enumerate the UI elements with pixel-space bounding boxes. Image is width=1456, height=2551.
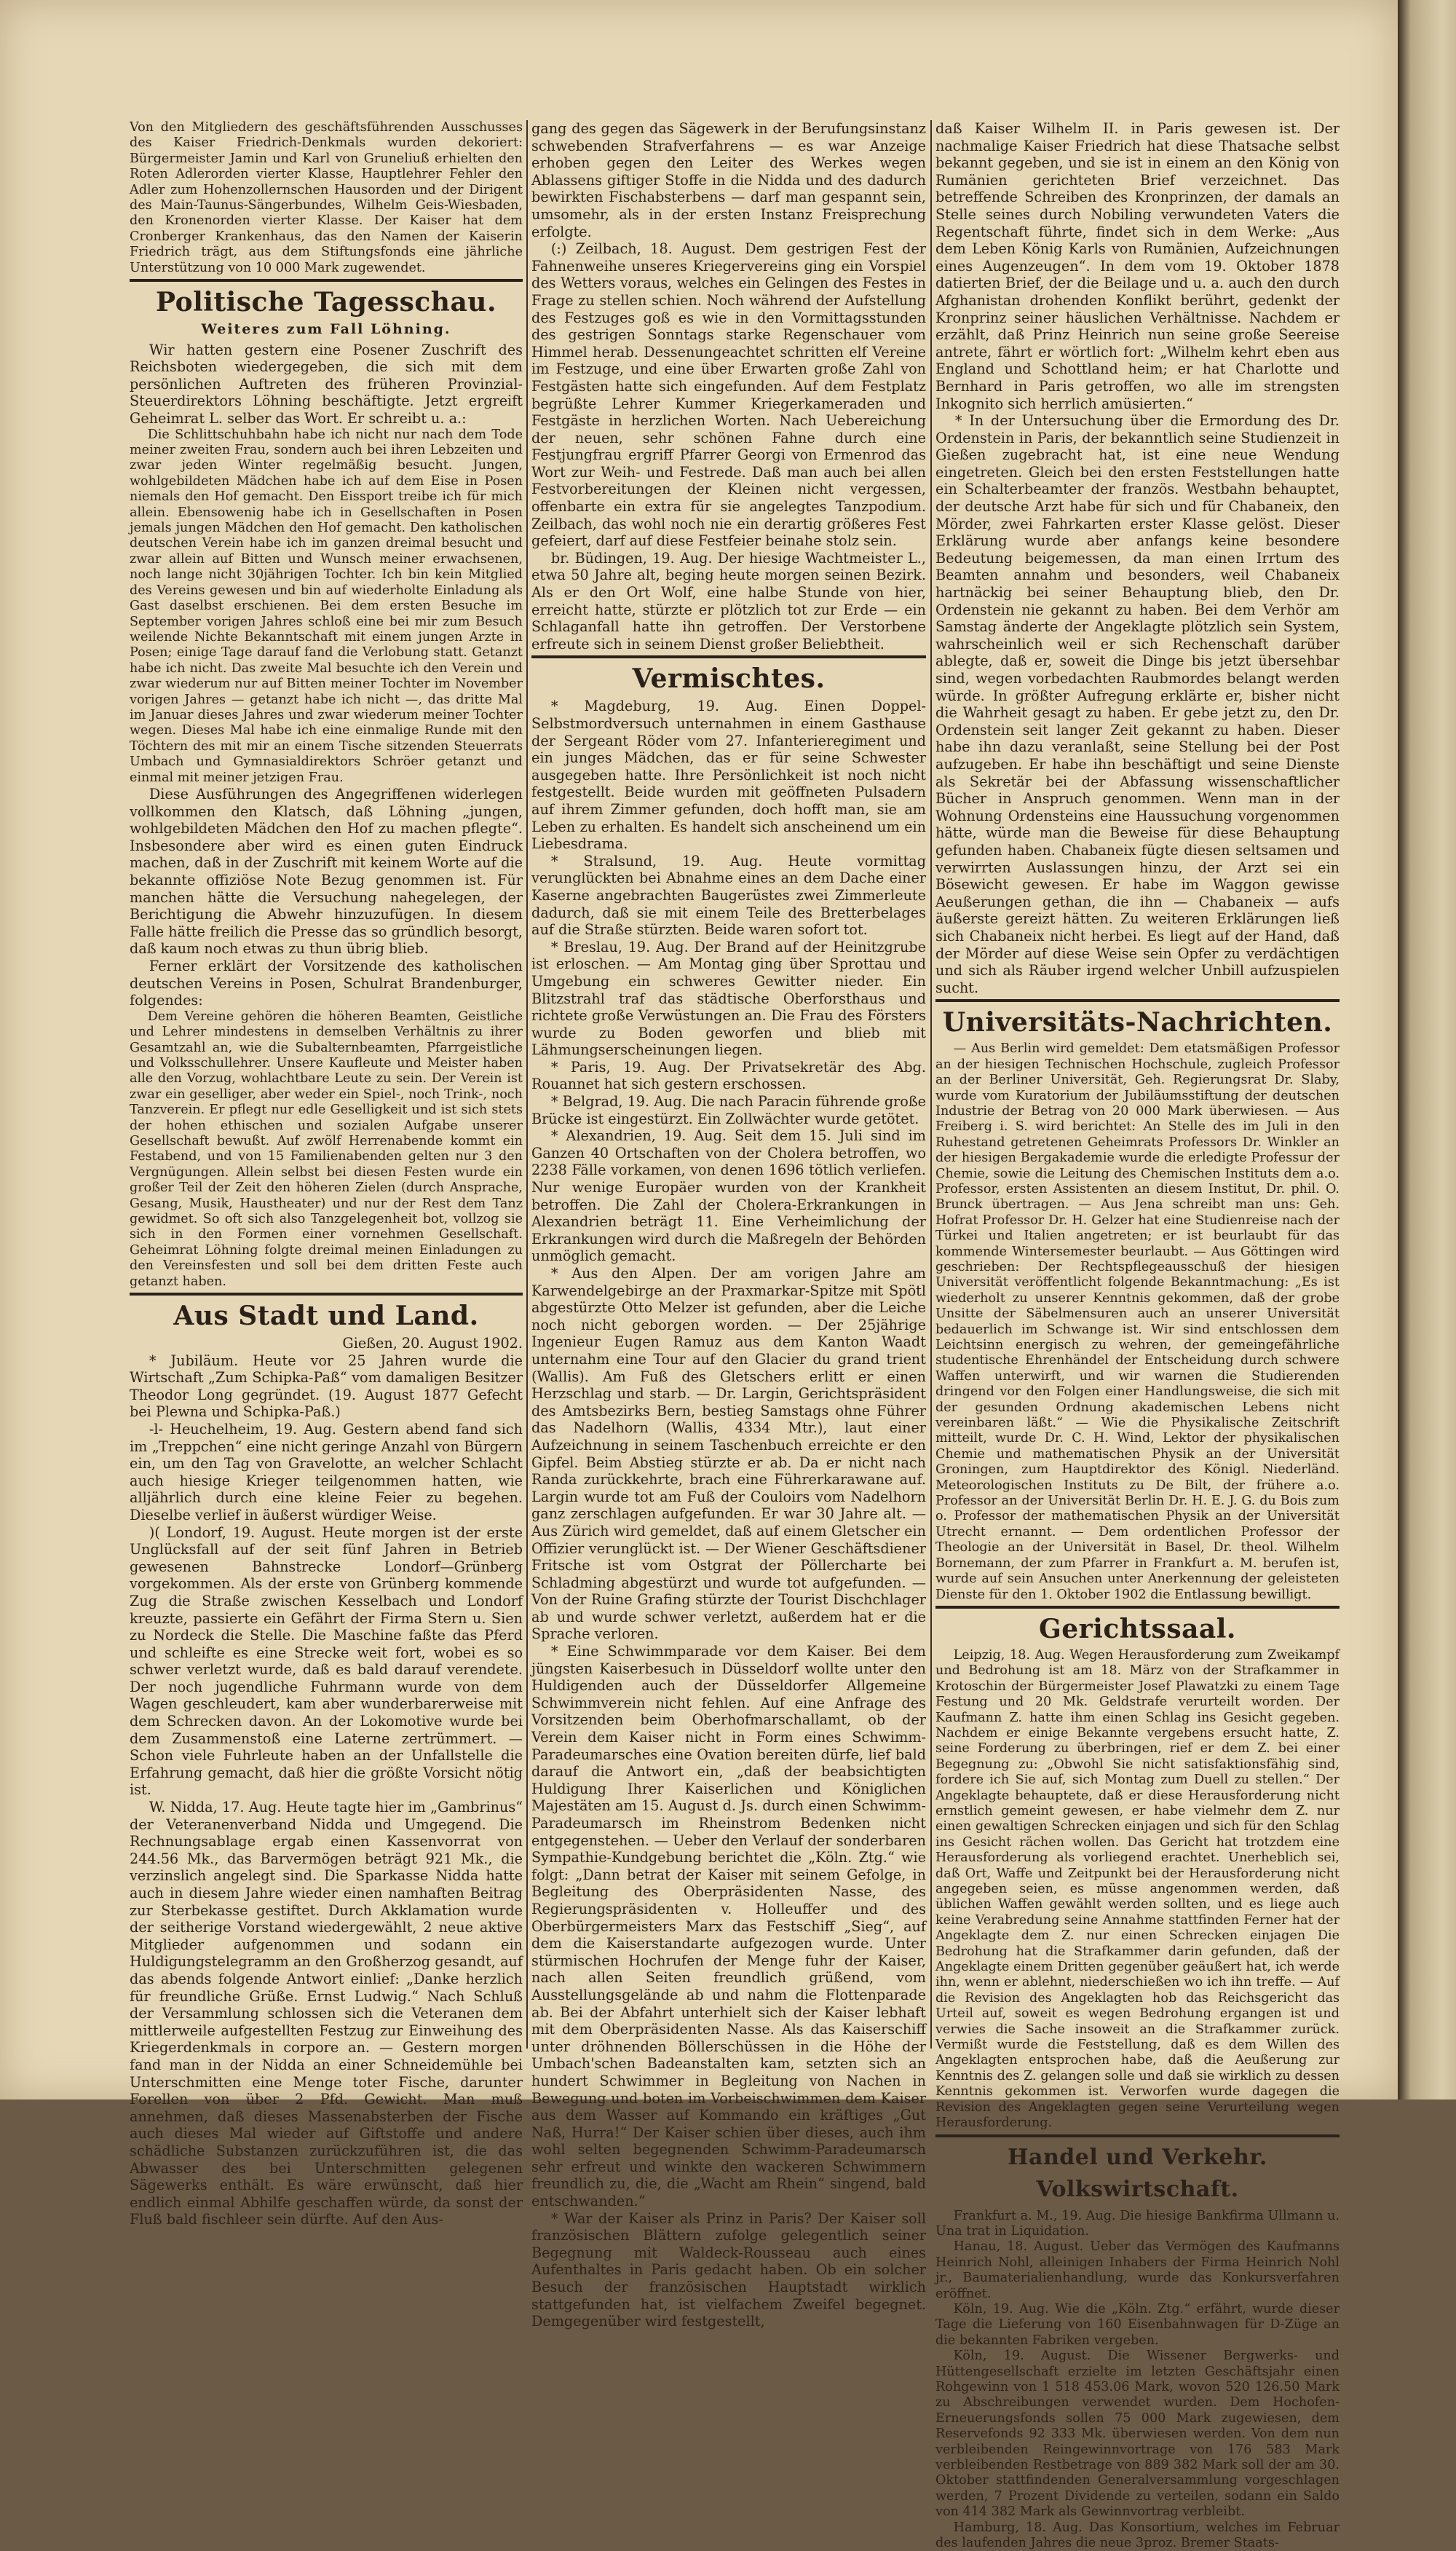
column-divider	[930, 120, 932, 2049]
subheading-fall-loehning: Weiteres zum Fall Löhning.	[201, 321, 451, 338]
heading-aus-stadt-und-land: Aus Stadt und Land.	[173, 1301, 479, 1331]
local-news-item: * Jubiläum. Heute vor 25 Jahren wurde die Wirtschaft „Zum Schipka-Paß“ vom damaligen Besitzer Theodor Long gegründet. (19. August 1877 Gefecht bei Plewna und Schipka-Paß.)	[130, 1352, 523, 1421]
trade-news-item: Frankfurt a. M., 19. Aug. Die hiesige Bankfirma Ullmann u. Una trat in Liquidation.	[935, 2208, 1340, 2239]
trade-news-item: Köln, 19. August. Die Wissener Bergwerks- und Hüttengesellschaft erzielte im letzten Geschäftsjahr einen Rohgewinn von 1 518 453.06 Mark, wovon 520 126.50 Mark zu Abschreibungen verwendet wurden. Dem Hochofen-Erneuerungsfonds sollen 75 000 Mark zugewiesen, dem Reservefonds 92 333 Mk. überwiesen werden. Von dem nun verbleibenden Reingewinnvortrage von 176 583 Mark verbleibenden Restbetrage von 889 382 Mark soll der am 30. Oktober stattfindenden Generalversammlung vorgeschlagen werden, 7 Prozent Dividende zu verteilen, sodann ein Saldo von 414 382 Mark als Gewinnvortrag verbleibt.	[935, 2349, 1340, 2520]
news-item: * In der Untersuchung über die Ermordung des Dr. Ordenstein in Paris, der bekanntlich seine Studienzeit in Gießen zugebracht hat, ist eine neue Wendung eingetreten. Gleich bei den ersten Feststellungen hatte ein Schalterbeamter der französ. Westbahn behauptet, der deutsche Arzt habe für sich und für Chabaneix, den Mörder, zwei Fahrkarten erster Klasse gelöst. Dieser Erklärung wurde aber anfangs keine besondere Bedeutung beigemessen, da man einen Irrtum des Beamten annahm und besonders, weil Chabaneix hartnäckig bei seiner Behauptung blieb, den Dr. Ordenstein nie gekannt zu haben. Bei dem Verhör am Samstag änderte der Angeklagte plötzlich sein System, wahrscheinlich weil er sich Rechenschaft darüber ablegte, daß er, soweit die Dinge bis jetzt übersehbar sind, wegen vorbedachten Raubmordes belangt werden würde. In größter Aufregung erklärte er, bisher nicht die Wahrheit gesagt zu haben. Er gebe jetzt zu, den Dr. Ordenstein seit langer Zeit gekannt zu haben. Dieser habe ihn dazu veranlaßt, seine Stellung bei der Post aufzugeben. Er habe ihn beschäftigt und seine Dienste als Sekretär bei der Abfassung wissenschaftlicher Bücher in Anspruch genommen. Wenn man in der Wohnung Ordensteins eine Haussuchung vorgenommen hätte, würde man die Beweise für diese Behauptung gefunden haben. Chabaneix fügte diesen seltsamen und verwirrten Auslassungen hinzu, der Arzt sei ein Bösewicht gewesen. Er habe im Waggon gewisse Aeußerungen gethan, die ihn — Chabaneix — aufs äußerste gereizt hätten. Zu weiteren Erklärungen ließ sich Chabaneix nicht herbei. Es liegt auf der Hand, daß der Mörder auf diese Weise sein Opfer zu verdächtigen und sich als Räuber irgend welcher Unbill aufzuspielen sucht.	[935, 412, 1340, 996]
misc-news-item: * Magdeburg, 19. Aug. Einen Doppel-Selbstmordversuch unternahmen in einem Gasthause der Sergeant Röder vom 27. Infanterieregiment und ein junges Mädchen, das er für seine Schwester ausgegeben hatte. Ihre Persönlichkeit ist noch nicht festgestellt. Beide wurden mit geöffneten Pulsadern auf ihrem Zimmer gefunden, doch hofft man, sie am Leben zu erhalten. Es handelt sich anscheinend um ein Liebesdrama.	[531, 698, 926, 853]
section-rule	[130, 279, 523, 282]
column-1	[130, 120, 523, 2228]
article-quote: Die Schlittschuhbahn habe ich nicht nur nach dem Tode meiner zweiten Frau, sondern auch bei ihren Lebzeiten und zwar jeden Winter regelmäßig besucht. Jungen, wohlgebildeten Mädchen habe ich auf dem Eise in Posen niemals den Hof gemacht. Den Eissport treibe ich für mich allein. Ebensowenig habe ich in Gesellschaften in Posen jemals jungen Mädchen den Hof gemacht. Den katholischen deutschen Verein habe ich im ganzen dreimal besucht und zwar allein auf Bitten und Wunsch meiner erwachsenen, noch lange nicht 30jährigen Tochter. Ich bin kein Mitglied des Vereins gewesen und bin auf wiederholte Einladung als Gast daselbst erschienen. Bei dem ersten Besuche im September vorigen Jahres schloß eine bei mir zum Besuch weilende Nichte Bekanntschaft mit einem jungen Arzte in Posen; einige Tage darauf fand die Verlobung statt. Getanzt habe ich nicht. Das zweite Mal besuchte ich den Verein und zwar wiederum nur auf Bitten meiner Tochter im November vorigen Jahres — getanzt habe ich nicht —, das dritte Mal im Januar dieses Jahres und zwar wiederum meiner Tochter wegen. Dieses Mal habe ich eine einmalige Runde mit den Töchtern des mit mir an einem Tische sitzenden Steuerrats Umbach und Gymnasialdirektors Schröer getanzt und einmal mit meiner jetzigen Frau.	[130, 427, 523, 785]
column-2	[531, 120, 926, 2330]
section-rule	[935, 1606, 1340, 1609]
heading-universitaets-nachrichten: Universitäts-Nachrichten.	[942, 1007, 1333, 1038]
misc-news-item: * Eine Schwimmparade vor dem Kaiser. Bei dem jüngsten Kaiserbesuch in Düsseldorf wollte unter den Huldigenden auch der Düsseldorfer Allgemeine Schwimmverein nicht fehlen. Auf eine Anfrage des Vorsitzenden beim Oberhofmarschallamt, ob der Verein dem Kaiser nicht in Form eines Schwimm-Paradeumarsches eine Ovation bereiten dürfe, lief bald darauf die Antwort ein, „daß der beabsichtigten Huldigung Ihrer Kaiserlichen und Königlichen Majestäten am 15. August d. Js. durch einen Schwimm-Paradeumarsch im Rheinstrom Bedenken nicht entgegenstehen. — Ueber den Verlauf der sonderbaren Sympathie-Kundgebung berichtet die „Köln. Ztg.“ wie folgt: „Dann betrat der Kaiser mit seinem Gefolge, in Begleitung des Oberpräsidenten Nasse, des Regierungspräsidenten v. Holleuffer und des Oberbürgermeisters Marx das Festschiff „Sieg“, auf dem die Kaiserstandarte aufgezogen wurde. Unter stürmischen Hochrufen der Menge fuhr der Kaiser, nach allen Seiten freundlich grüßend, vom Ausstellungsgelände ab und nahm die Flottenparade ab. Bei der Abfahrt unterhielt sich der Kaiser lebhaft mit dem Oberpräsidenten Nasse. Als das Kaiserschiff unter dröhnenden Böllerschüssen in die Höhe der Umbach'schen Badeanstalten kam, setzten sich an hundert Schwimmer in Begleitung von Nachen in Bewegung und boten im Vorbeischwimmen dem Kaiser aus dem Wasser auf Kommando ein kräftiges „Gut Naß, Hurra!“ Der Kaiser schien über dieses, auch ihm wohl selten begegnenden Schwimm-Paradeumarsch sehr erfreut und winkte den wackeren Schwimmern freundlich zu, die, die „Wacht am Rhein“ singend, bald entschwanden.“	[531, 1643, 926, 2210]
local-news-item: )( Londorf, 19. August. Heute morgen ist der erste Unglücksfall auf der seit fünf Jahren in Betrieb gewesenen Bahnstrecke Londorf—Grünberg vorgekommen. Als der erste von Grünberg kommende Zug die Straße zwischen Kesselbach und Londorf kreuzte, passierte ein Gefährt der Firma Stern u. Sien zu Nordeck die Stelle. Die Maschine faßte das Pferd und schleifte es eine Strecke weit fort, wobei es so schwer verletzt wurde, daß es bald darauf verendete. Der noch jugendliche Fuhrmann wurde von dem Wagen geschleudert, kam aber wunderbarerweise mit dem Schrecken davon. An der Lokomotive wurde bei dem Zusammenstoß eine Laterne zertrümmert. — Schon viele Fuhrleute haben an der Unfallstelle die Erfahrung gemacht, daß hier die größte Vorsicht nötig ist.	[130, 1523, 523, 1799]
column-3	[935, 120, 1340, 2551]
misc-news-item: * Alexandrien, 19. Aug. Seit dem 15. Juli sind im Ganzen 40 Ortschaften von der Cholera betroffen, wo 2238 Fälle vorkamen, von denen 1696 tötlich verliefen. Nur wenige Europäer wurden von der Krankheit betroffen. Die Zahl der Cholera-Erkrankungen in Alexandrien beträgt 11. Eine Verheimlichung der Erkrankungen wird durch die Maßregeln der Behörden unmöglich gemacht.	[531, 1127, 926, 1265]
article-paragraph: Wir hatten gestern eine Posener Zuschrift des Reichsboten wiedergegeben, die sich mit dem persönlichen Auftreten des früheren Provinzial-Steuerdirektors Löhning beschäftigte. Jetzt ergreift Geheimrat L. selber das Wort. Er schreibt u. a.:	[130, 341, 523, 427]
section-rule	[531, 655, 926, 658]
heading-vermischtes: Vermischtes.	[632, 663, 826, 695]
trade-news-item: Hamburg, 18. Aug. Das Konsortium, welches im Februar des laufenden Jahres die neue 3proz. Bremer Staats-	[935, 2520, 1340, 2551]
section-rule	[935, 2134, 1340, 2137]
misc-news-item: * Paris, 19. Aug. Der Privatsekretär des Abg. Rouannet hat sich gestern erschossen.	[531, 1058, 926, 1093]
misc-news-item: * Stralsund, 19. Aug. Heute vormittag verunglückten bei Abnahme eines an dem Dache einer Kaserne angebrachten Baugerüstes zwei Zimmerleute dadurch, daß sie mit einem Teile des Bretterbelages auf die Straße stürzten. Beide waren sofort tot.	[531, 852, 926, 939]
dateline: Gießen, 20. August 1902.	[342, 1335, 523, 1352]
local-news-item: -l- Heuchelheim, 19. Aug. Gestern abend fand sich im „Treppchen“ eine nicht geringe Anzahl von Bürgern ein, um den Tag von Gravelotte, an welcher Schlacht auch hiesige Krieger teilgenommen hatten, wie alljährlich durch eine kleine Feier zu begehen. Dieselbe verlief in äußerst würdiger Weise.	[130, 1420, 523, 1523]
trade-news-item: Köln, 19. Aug. Wie die „Köln. Ztg.“ erfährt, wurde dieser Tage die Lieferung von 160 Eisenbahnwagen für D-Züge an die bekannten Fabriken vergeben.	[935, 2301, 1340, 2348]
article-paragraph: Diese Ausführungen des Angegriffenen widerlegen vollkommen den Klatsch, daß Löhning „jungen, wohlgebildeten Mädchen den Hof zu machen pflegte“. Insbesondere aber wird es einen guten Eindruck machen, daß in der Zuschrift mit keinem Worte auf die bekannte offiziöse Note Bezug genommen ist. Für manchen hätte die Versuchung nahegelegen, der Berichtigung die Abwehr hinzuzufügen. In diesem Falle hätte freilich die Presse das so gründlich besorgt, daß kaum noch etwas zu thun übrig blieb.	[130, 785, 523, 958]
adjacent-page-edge	[1398, 0, 1456, 2099]
section-rule	[130, 1293, 523, 1296]
article-paragraph: Ferner erklärt der Vorsitzende des katholischen deutschen Vereins in Posen, Schulrat Brandenburger, folgendes:	[130, 957, 523, 1009]
local-news-item: (:) Zeilbach, 18. August. Dem gestrigen Fest der Fahnenweihe unseres Kriegervereins ging ein Vorspiel des Wetters voraus, welches ein Gelingen des Festes in Frage zu stellen schien. Noch während der Aufstellung des Festzuges goß es wie in den Vormittagsstunden des gestrigen Sonntags starke Regenschauer vom Himmel herab. Dessenungeachtet schritten elf Vereine im Festzuge, und eine über Erwarten große Zahl von Festgästen hatte sich eingefunden. Auf dem Festplatz begrüßte Lehrer Kummer Kriegerkameraden und Festgäste in herzlichen Worten. Nach Uebereichung der neuen, sehr schönen Fahne durch eine Festjungfrau ergriff Pfarrer Georgi von Ermenrod das Wort zur Weih- und Festrede. Daß man auch bei allen Festvorbereitungen der Kleinen nicht vergessen, offenbarte ein extra für sie angelegtes Tanzpodium. Zeilbach, das wohl noch nie ein derartig größeres Fest gefeiert, darf auf diese Festfeier beinahe stolz sein.	[531, 240, 926, 550]
continued-text: gang des gegen das Sägewerk in der Berufungsinstanz schwebenden Strafverfahrens — es war Anzeige erhoben gegen den Leiter des Werkes wegen Ablassens giftiger Stoffe in die Nidda und des dadurch bewirkten Fischabsterbens — darf man gespannt sein, umsomehr, als in der ersten Instanz Freisprechung erfolgte.	[531, 120, 926, 240]
column-divider	[526, 120, 528, 2049]
continued-text: daß Kaiser Wilhelm II. in Paris gewesen ist. Der nachmalige Kaiser Friedrich hat diese Thatsache selbst bekannt gegeben, und sie ist in einem an den König von Rumänien gerichteten Brief verzeichnet. Das betreffende Schreiben des Kronprinzen, der damals an Stelle seines durch Nobiling verwundeten Vaters die Regentschaft führte, findet sich in dem Werke: „Aus dem Leben König Karls von Rumänien, Aufzeichnungen eines Augenzeugen“. In dem vom 19. Oktober 1878 datierten Brief, der die Beilage und u. a. auch den durch Afghanistan drohenden Konflikt berührt, gedenkt der Kronprinz seiner häuslichen Verhältnisse. Nachdem er erzählt, daß Prinz Heinrich nun seine große Seereise antrete, fährt er wörtlich fort: „Wilhelm kehrt eben aus England und Schottland heim; er hat Charlotte und Bernhard in Paris getroffen, wo alle im strengsten Inkognito sich herrlich amüsierten.“	[935, 120, 1340, 412]
misc-news-item: * Breslau, 19. Aug. Der Brand auf der Heinitzgrube ist erloschen. — Am Montag ging über Sprottau und Umgebung ein schweres Gewitter nieder. Ein Blitzstrahl traf das städtische Oberforsthaus und richtete große Verwüstungen an. Die Frau des Försters wurde zu Boden geworfen und blieb mit Lähmungserscheinungen liegen.	[531, 938, 926, 1059]
trade-news-item: Hanau, 18. August. Ueber das Vermögen des Kaufmanns Heinrich Nohl, alleinigen Inhabers der Firma Heinrich Nohl jr., Baumaterialienhandlung, wurde das Konkursverfahren eröffnet.	[935, 2239, 1340, 2301]
section-rule	[935, 999, 1340, 1002]
local-news-item: W. Nidda, 17. Aug. Heute tagte hier im „Gambrinus“ der Veteranenverband Nidda und Umgegend. Die Rechnungsablage ergab einen Kassenvorrat von 244.56 Mk., das Barvermögen beträgt 921 Mk., die verzinslich angelegt sind. Die Sparkasse Nidda hatte auch in diesem Jahre wieder einen namhaften Beitrag zur Sterbekasse gestiftet. Durch Akklamation wurde der seitherige Vorstand wiedergewählt, 2 neue aktive Mitglieder aufgenommen und sodann ein Huldigungstelegramm an den Großherzog gesandt, auf das abends folgende Antwort einlief: „Danke herzlich für freundliche Grüße. Ernst Ludwig.“ Nach Schluß der Versammlung schlossen sich die Veteranen dem mittlerweile aufgestellten Festzug zur Einweihung des Kriegerdenkmals in corpore an. — Gestern morgen fand man in der Nidda an einer Schneidemühle bei Unterschmitten eine Menge toter Fische, darunter Forellen von über 2 Pfd. Gewicht. Man muß annehmen, daß dieses Massenabsterben der Fische auch dieses Mal wieder auf Giftstoffe und andere schädliche Substanzen zurückzuführen ist, die das Abwasser des bei Unterschmitten gelegenen Sägewerks enthält. Es wäre erwünscht, daß hier endlich einmal Abhilfe geschaffen würde, da sonst der Fluß bald fischleer sein dürfte. Auf den Aus-	[130, 1799, 523, 2228]
heading-handel-und-verkehr: Handel und Verkehr. Volkswirtschaft.	[1008, 2144, 1267, 2202]
article-quote: Dem Vereine gehören die höheren Beamten, Geistliche und Lehrer mindestens in demselben Verhältnis zu ihrer Gesamtzahl an, wie die Subalternbeamten, Pfarrgeistliche und Volksschullehrer. Unsere Kaufleute und Meister haben alle den Vorzug, wohlachtbare Leute zu sein. Der Verein ist zwar ein geselliger, aber weder ein Spiel-, noch Trink-, noch Tanzverein. Er pflegt nur edle Geselligkeit und ist sich stets der hohen ethischen und sozialen Aufgabe unserer Gesellschaft bewußt. Auf zwölf Herrenabende kommt ein Festabend, und von 15 Familienabenden gelten nur 3 den Vergnügungen. Allein selbst bei diesen Festen wurde ein großer Teil der Zeit den höheren Zielen (durch Ansprache, Gesang, Musik, Haustheater) und nur der Rest dem Tanz gewidmet. So oft sich also Tanzgelegenheit bot, vollzog sie sich in den Formen einer vornehmen Gesellschaft. Geheimrat Löhning folgte dreimal meinen Einladungen zu den Vereinsfesten und soll bei dem dritten Feste auch getanzt haben.	[130, 1009, 523, 1289]
decorations-notice: Von den Mitgliedern des geschäftsführenden Ausschusses des Kaiser Friedrich-Denkmals wurden dekoriert: Bürgermeister Jamin und Karl von Gruneliuß erhielten den Roten Adlerorden vierter Klasse, Hauptlehrer Fehler den Adler zum Hohenzollernschen Hausorden und der Dirigent des Main-Taunus-Sängerbundes, Wilhelm Geis-Wiesbaden, den Kronenorden vierter Klasse. Der Kaiser hat dem Cronberger Krankenhaus, das den Namen der Kaiserin Friedrich trägt, aus dem Stiftungsfonds eine jährliche Unterstützung von 10 000 Mark zugewendet.	[130, 120, 523, 275]
heading-politische-tagesschau: Politische Tagesschau.	[156, 287, 496, 318]
court-report: Leipzig, 18. Aug. Wegen Herausforderung zum Zweikampf und Bedrohung ist am 18. März von der Strafkammer in Krotoschin der Bürgermeister Josef Plawatzki zu einem Tage Festung und 20 Mk. Geldstrafe verurteilt worden. Der Kaufmann Z. hatte ihm einen Schlag ins Gesicht gegeben. Nachdem er einige Bekannte vergebens ersucht hatte, Z. seine Forderung zu überbringen, rief er dem Z. bei einer Begegnung zu: „Obwohl Sie nicht satisfaktionsfähig sind, fordere ich Sie auf, sich Montag zum Duell zu stellen.“ Der Angeklagte behauptete, daß er diese Herausforderung nicht ernstlich gemeint gewesen, er habe vielmehr dem Z. nur einen gewaltigen Schrecken einjagen und sich für den Schlag ins Gesicht rächen wollen. Das Gericht hat trotzdem eine Herausforderung als vorliegend erachtet. Unerheblich sei, daß Ort, Waffe und Zeitpunkt bei der Herausforderung nicht angegeben seien, es müsse angenommen werden, daß üblichen Waffen gewählt werden sollten, und es liege auch keine Verabredung seine Annahme stattfinden Ferner hat der Angeklagte dem Z. nur einen Schrecken einjagen Die Bedrohung hat die Strafkammer darin gefunden, daß der Angeklagte einem Dritten gegenüber geäußert hat, ich werde ihn, wenn er ablehnt, niederschießen wo ich ihn treffe. — Auf die Revision des Angeklagten hob das Reichsgericht das Urteil auf, soweit es wegen Bedrohung ergangen ist und verwies die Sache insoweit an die Strafkammer zurück. Vermißt wurde die Feststellung, daß es dem Willen des Angeklagten entsprochen habe, daß die Aeußerung zur Kenntnis des Z. gelangen solle und daß sie wirklich zu dessen Kenntnis gekommen ist. Verworfen wurde dagegen die Revision des Angeklagten gegen seine Verurteilung wegen Herausforderung.	[935, 1647, 1340, 2131]
misc-news-item: * War der Kaiser als Prinz in Paris? Der Kaiser soll französischen Blättern zufolge gelegentlich seiner Begegnung mit Waldeck-Rousseau auch eines Aufenthaltes in Paris gedacht haben. Ob ein solcher Besuch der französischen Hauptstadt wirklich stattgefunden hat, ist vielfachem Zweifel begegnet. Demgegenüber wird festgestellt,	[531, 2209, 926, 2330]
university-news: — Aus Berlin wird gemeldet: Dem etatsmäßigen Professor an der hiesigen Technischen Hochschule, zugleich Professor an der Berliner Universität, Geh. Regierungsrat Dr. Slaby, wurde vom Kuratorium der Jubiläumsstiftung der deutschen Industrie der Betrag von 20 000 Mark überwiesen. — Aus Freiberg i. S. wird berichtet: An Stelle des im Juli in den Ruhestand getretenen Geheimrats Professors Dr. Winkler an der hiesigen Bergakademie wurde die erledigte Professur der Chemie, sowie die Leitung des Chemischen Instituts dem a.o. Professor, ersten Assistenten an diesem Institut, Dr. phil. O. Brunck übertragen. — Aus Jena schreibt man uns: Geh. Hofrat Professor Dr. H. Gelzer hat eine Studienreise nach der Türkei und Italien angetreten; er ist beurlaubt für das kommende Wintersemester beurlaubt. — Aus Göttingen wird geschrieben: Der Rechtspflegeausschuß der hiesigen Universität veröffentlicht folgende Bekanntmachung: „Es ist wiederholt zu unserer Kenntnis gekommen, daß der grobe Unsitte der Säbelmensuren auch an unserer Universität bedauerlich im Schwange ist. Wir sind entschlossen dem Leichtsinn energisch zu wehren, der gemeingefährliche studentische Ehrenhändel der Entscheidung durch schwere Waffen unterwirft, und wir warnen die Studierenden dringend vor den Folgen einer Handlungsweise, die sich mit der gesunden Ordnung akademischen Lebens nicht vereinbaren läßt.“ — Wie die Physikalische Zeitschrift mitteilt, wurde Dr. C. H. Wind, Lektor der physikalischen Chemie und mathematischen Physik an der Universität Groningen, zum Hauptdirektor des Königl. Niederländ. Meteorologischen Instituts zu De Bilt, der frühere a.o. Professor an der Universität Berlin Dr. H. E. J. G. du Bois zum o. Professor der mathematischen Physik an der Universität Utrecht ernannt. — Dem ordentlichen Professor der Theologie an der Universität in Basel, Dr. theol. Wilhelm Bornemann, der zum Pfarrer in Frankfurt a. M. berufen ist, wurde auf sein Ansuchen unter Anerkennung der geleisteten Dienste für den 1. Oktober 1902 die Entlassung bewilligt.	[935, 1041, 1340, 1602]
local-news-item: br. Büdingen, 19. Aug. Der hiesige Wachtmeister L., etwa 50 Jahre alt, beging heute morgen seinen Bezirk. Als er den Ort Wolf, eine halbe Stunde von hier, erreicht hatte, stürzte er plötzlich tot zur Erde — ein Schlaganfall hatte ihn getroffen. Der Verstorbene erfreute sich in seinem Dienst großer Beliebtheit.	[531, 549, 926, 652]
heading-gerichtssaal: Gerichtssaal.	[1039, 1613, 1236, 1644]
misc-news-item: * Aus den Alpen. Der am vorigen Jahre am Karwendelgebirge an der Praxmarkar-Spitze mit Spötl abgestürzte Otto Melzer ist gefunden, aber die Leiche noch nicht geborgen worden. — Der 25jährige Ingenieur Eugen Ramuz aus dem Kanton Waadt unternahm eine Tour auf den Glacier du grand trient (Wallis). Am Fuß des Gletschers erlitt er einen Herzschlag und starb. — Dr. Largin, Gerichtspräsident des Amtsbezirks Bern, bestieg Samstags ohne Führer das Nadelhorn (Wallis, 4334 Mtr.), laut einer Aufzeichnung in seinem Taschenbuch erreichte er den Gipfel. Beim Abstieg stürzte er ab. Da er nicht nach Randa zurückkehrte, brach eine Führerkarawane auf. Largin wurde tot am Fuß der Couloirs vom Nadelhorn ganz zerschlagen aufgefunden. Er war 30 Jahre alt. — Aus Zürich wird gemeldet, daß auf einem Gletscher ein Offizier verunglückt ist. — Der Wiener Geschäftsdiener Fritsche ist vom Ostgrat der Pöllercharte bei Schladming abgestürzt und wurde tot aufgefunden. — Von der Ruine Grafing stürzte der Tourist Dischchlager ab und wurde schwer verletzt, außerdem hat er die Sprache verloren.	[531, 1265, 926, 1643]
misc-news-item: * Belgrad, 19. Aug. Die nach Paracin führende große Brücke ist eingestürzt. Ein Zollwächter wurde getötet.	[531, 1093, 926, 1127]
